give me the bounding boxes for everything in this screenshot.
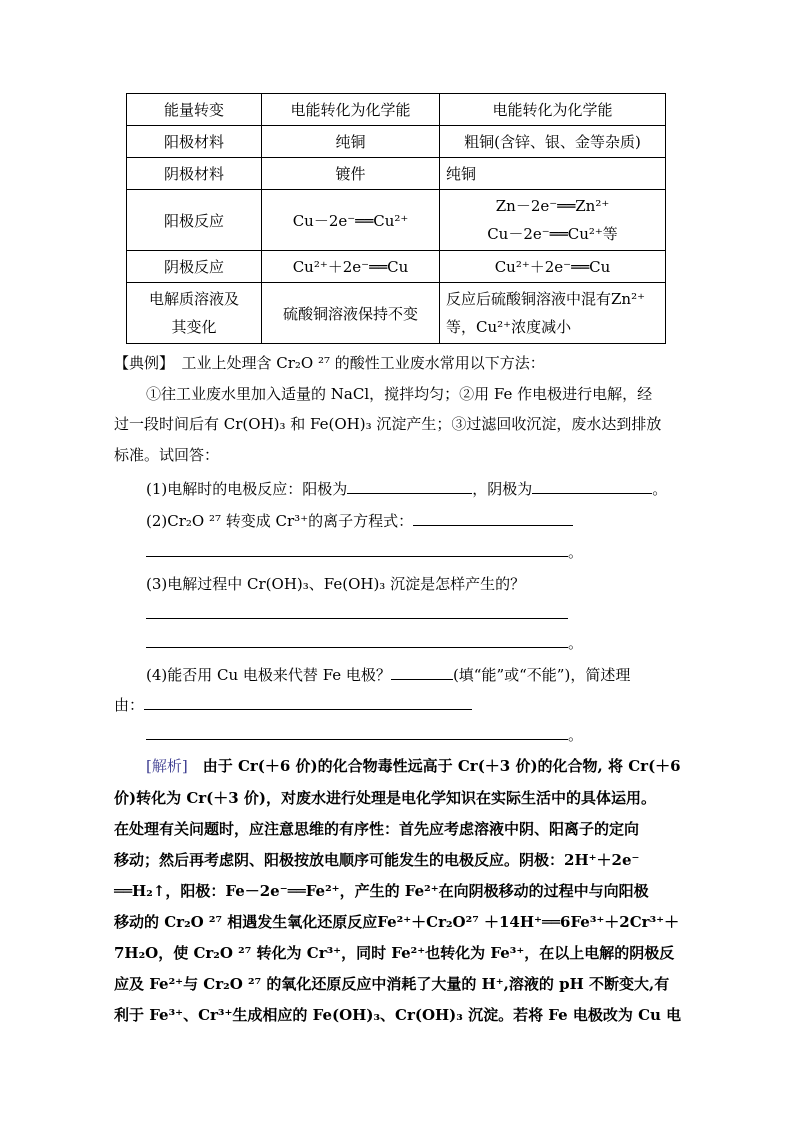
analysis-line: 移动的 Cr₂O ²⁷ 相遇发生氧化还原反应Fe²⁺＋Cr₂O²⁷ ＋14H⁺══6Fe³⁺＋2Cr³⁺＋ (114, 913, 680, 931)
answer-blank[interactable] (144, 693, 472, 710)
table-row (127, 283, 666, 344)
answer-line-wrapper (114, 693, 684, 716)
analysis-tag: [解析] (146, 757, 188, 775)
answer-line-wrapper (146, 723, 716, 746)
row-label: 阴极材料 (127, 158, 262, 190)
table-cell: Cu²⁺＋2e⁻══Cu (440, 251, 666, 283)
table-cell: 粗铜(含锌、银、金等杂质) (440, 126, 666, 158)
row-label: 阳极材料 (127, 126, 262, 158)
comparison-table (126, 93, 666, 344)
table-row (127, 158, 666, 190)
row-label (127, 283, 262, 344)
answer-line-wrapper (146, 540, 716, 563)
table-row (127, 126, 666, 158)
table-row (127, 251, 666, 283)
table-cell: 电能转化为化学能 (440, 94, 666, 126)
cell-line: 电解质溶液及 (148, 290, 239, 308)
question-3: (3)电解过程中 Cr(OH)₃、Fe(OH)₃ 沉淀是怎样产生的？ (146, 575, 526, 593)
question-text: (1)电解时的电极反应：阳极为 (146, 480, 348, 498)
cell-line: Zn－2e⁻══Zn²⁺ (495, 197, 610, 215)
analysis-line: 7H₂O，使 Cr₂O ²⁷ 转化为 Cr³⁺，同时 Fe²⁺也转化为 Fe³⁺，在以上电解的阴极反 (114, 944, 675, 962)
analysis-text: 由于 Cr(＋6 价)的化合物毒性远高于 Cr(＋3 价)的化合物, 将 Cr(＋6 (187, 757, 681, 775)
table-cell: 纯铜 (440, 158, 666, 190)
example-text: ①往工业废水里加入适量的 NaCl，搅拌均匀；②用 Fe 作电极进行电解，经 (146, 385, 653, 403)
table-row (127, 190, 666, 251)
row-label: 能量转变 (127, 94, 262, 126)
table-row (127, 94, 666, 126)
question-text: 。 (652, 480, 668, 498)
row-label: 阴极反应 (127, 251, 262, 283)
answer-blank[interactable] (347, 477, 472, 494)
question-4 (146, 663, 716, 686)
table-cell: 电能转化为化学能 (262, 94, 440, 126)
analysis-line (146, 755, 716, 777)
answer-blank[interactable] (391, 663, 453, 680)
table-cell: Cu－2e⁻══Cu²⁺ (262, 190, 440, 251)
table-cell: Cu²⁺＋2e⁻══Cu (262, 251, 440, 283)
table-cell (440, 283, 666, 344)
example-text: 标准。试回答： (114, 446, 220, 464)
cell-line: 等，Cu²⁺浓度减小 (446, 318, 572, 336)
question-2 (146, 509, 716, 532)
question-text: (4)能否用 Cu 电极来代替 Fe 电极？ (146, 666, 391, 684)
row-label: 阳极反应 (127, 190, 262, 251)
question-text: (填“能”或“不能”)，简述理 (452, 666, 631, 684)
answer-line-wrapper (146, 602, 716, 625)
table-cell: 镀件 (262, 158, 440, 190)
answer-line-wrapper (146, 631, 716, 654)
analysis-line: 价)转化为 Cr(＋3 价)，对废水进行处理是电化学知识在实际生活中的具体运用。 (114, 789, 657, 807)
answer-blank[interactable] (146, 631, 568, 648)
answer-blank[interactable] (532, 477, 652, 494)
analysis-line: 应及 Fe²⁺与 Cr₂O ²⁷ 的氧化还原反应中消耗了大量的 H⁺,溶液的 pH 不断变大,有 (114, 975, 670, 993)
question-text: (2)Cr₂O ²⁷ 转变成 Cr³⁺的离子方程式： (146, 512, 414, 530)
answer-blank[interactable] (146, 540, 568, 557)
cell-line: 反应后硫酸铜溶液中混有Zn²⁺ (446, 290, 646, 308)
example-text: 过一段时间后有 Cr(OH)₃ 和 Fe(OH)₃ 沉淀产生；③过滤回收沉淀，废水达到排放 (114, 415, 662, 433)
answer-blank[interactable] (413, 509, 573, 526)
analysis-line: ══H₂↑，阳极：Fe－2e⁻══Fe²⁺，产生的 Fe²⁺在向阴极移动的过程中与向阳极 (114, 882, 649, 900)
cell-line: Cu－2e⁻══Cu²⁺等 (487, 225, 618, 243)
question-text: 。 (568, 726, 584, 744)
analysis-line: 移动；然后再考虑阴、阳极按放电顺序可能发生的电极反应。阴极：2H⁺＋2e⁻ (114, 851, 640, 869)
table-cell: 纯铜 (262, 126, 440, 158)
answer-blank[interactable] (146, 723, 568, 740)
analysis-line: 在处理有关问题时，应注意思维的有序性：首先应考虑溶液中阴、阳离子的定向 (114, 820, 640, 838)
question-text: 由： (114, 696, 145, 714)
cell-line: 其变化 (171, 318, 217, 336)
question-text: 。 (568, 634, 584, 652)
question-1 (146, 477, 716, 500)
table-cell: 硫酸铜溶液保持不变 (262, 283, 440, 344)
question-text: 。 (568, 543, 584, 561)
question-text: ，阴极为 (472, 480, 533, 498)
answer-blank[interactable] (146, 602, 568, 619)
analysis-line: 利于 Fe³⁺、Cr³⁺生成相应的 Fe(OH)₃、Cr(OH)₃ 沉淀。若将 Fe 电极改为 Cu 电 (114, 1006, 682, 1024)
table-cell (440, 190, 666, 251)
example-lead: 【典例】 工业上处理含 Cr₂O ²⁷ 的酸性工业废水常用以下方法： (114, 354, 545, 372)
